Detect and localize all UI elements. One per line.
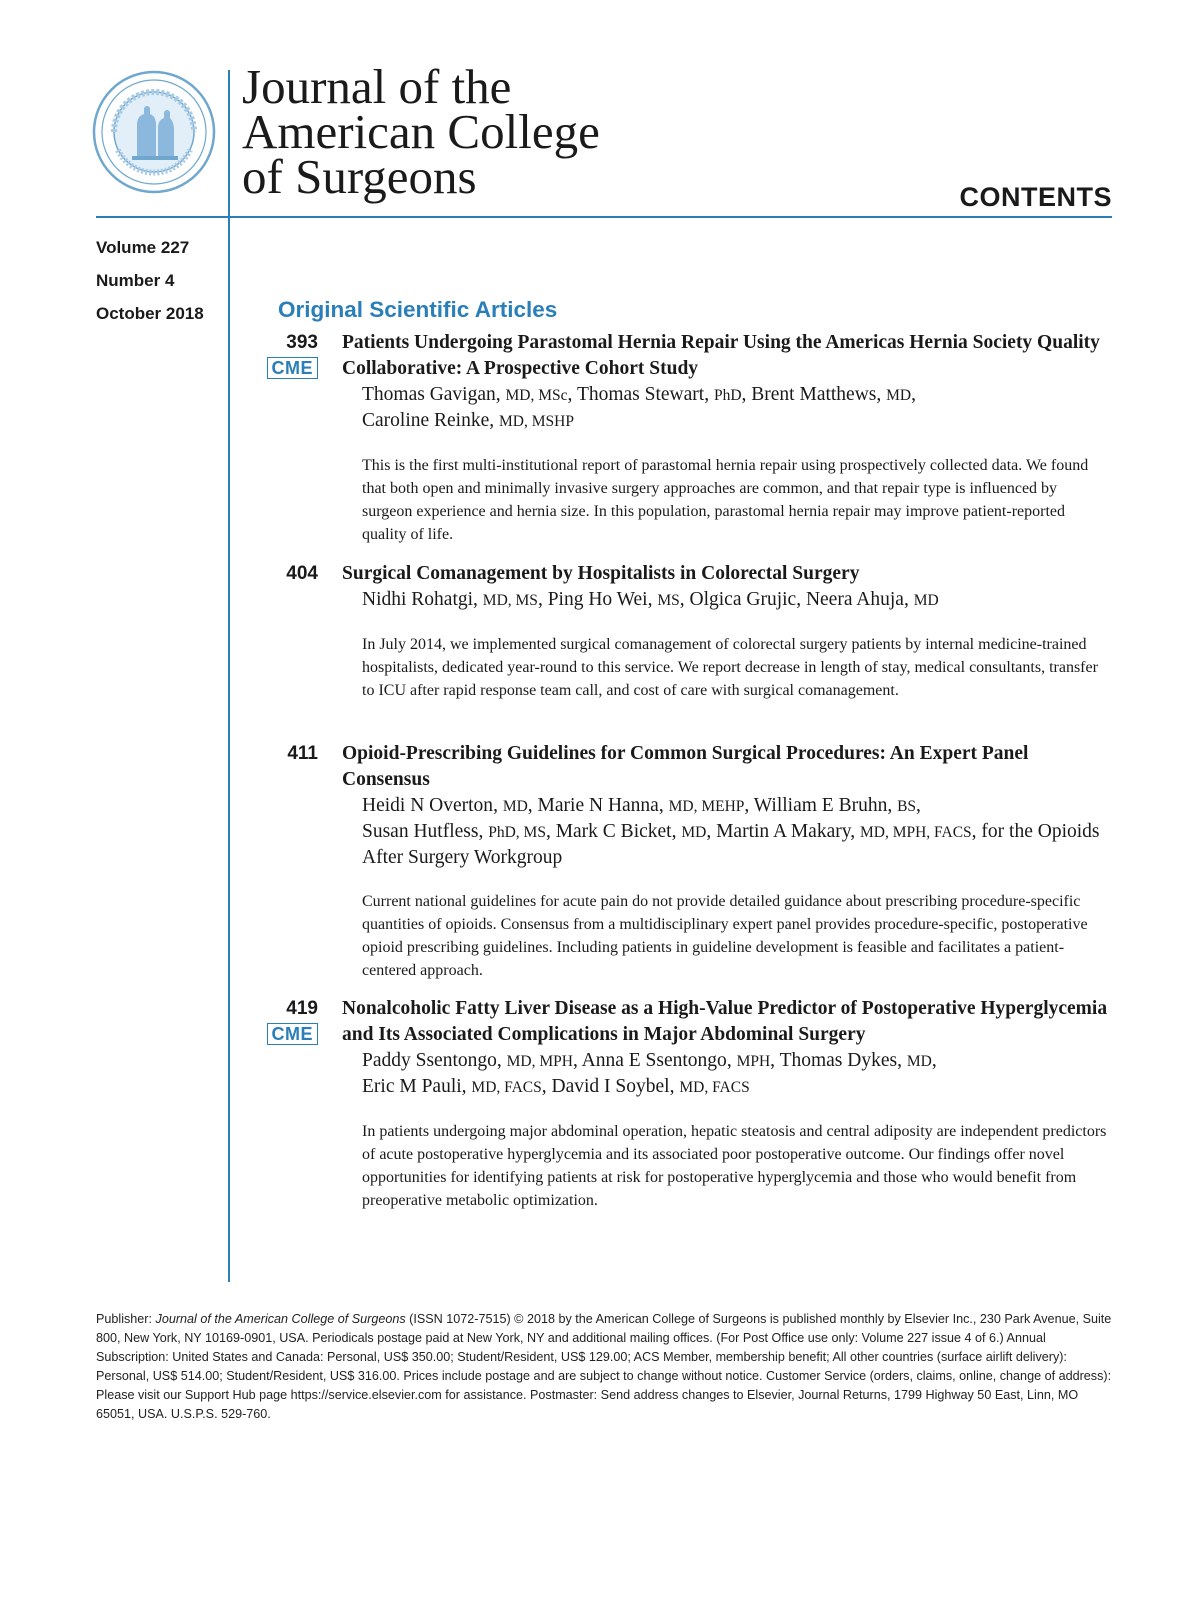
article-authors: Nidhi Rohatgi, MD, MS, Ping Ho Wei, MS, Olgica Grujic, Neera Ahuja, MD — [362, 589, 939, 610]
journal-title — [242, 59, 600, 204]
article-title[interactable]: Surgical Comanagement by Hospitalists in Colorectal Surgery — [342, 563, 860, 584]
author-name: Eric M Pauli — [362, 1076, 462, 1097]
author-name: Neera Ahuja — [805, 589, 904, 610]
cme-badge: CME — [267, 1023, 319, 1045]
author-cred: MD, MPH, FACS — [859, 824, 972, 841]
issue-volume: Volume 227 — [96, 238, 190, 257]
authors-suffix: for the Opioids After Surgery Workgroup — [362, 821, 1100, 868]
author-cred: MD, MEHP — [668, 798, 745, 815]
cme-badge: CME — [267, 357, 319, 379]
author-cred: MD, FACS — [679, 1079, 750, 1096]
contents-label: CONTENTS — [959, 182, 1112, 212]
author-cred: MD — [502, 798, 528, 815]
author-name: Paddy Ssentongo — [362, 1050, 497, 1071]
header-rule — [96, 216, 1112, 218]
author-name: Thomas Stewart — [576, 384, 705, 405]
article-abstract: In patients undergoing major abdominal operation, hepatic steatosis and central adiposity are independent predictors of acute postoperative hyperglycemia and its associated poor postoperative outcome. Our findings offer novel opportunities for identifying patients at risk for postoperative hyperglycemia and those who would benefit from preoperative metabolic optimization. — [362, 1123, 1107, 1209]
issue-date: October 2018 — [96, 304, 204, 323]
journal-title-line-1: Journal of the — [242, 59, 512, 114]
article-page-number: 393 — [286, 332, 318, 353]
article-404 — [250, 561, 1120, 702]
article-page-number: 404 — [286, 563, 318, 584]
author-cred: PhD, MS — [488, 824, 546, 841]
author-name: Nidhi Rohatgi — [362, 589, 474, 610]
author-name: Olgica Grujic — [689, 589, 797, 610]
author-name: William E Bruhn — [753, 795, 888, 816]
article-page-number: 411 — [287, 743, 318, 764]
author-cred: MPH — [736, 1053, 771, 1070]
footer-text: (ISSN 1072-7515) © 2018 by the American College of Surgeons is published monthly by Elsevier Inc., 230 Park Avenue, Suite 800, New York, NY 10169-0901, USA. Periodicals postage paid at New York, NY and additional mailing offices. (For Post Office use only: Volume 227 issue 4 of 6.) Annual Subscription: United States and Canada: Personal, US$ 350.00; Student/Resident, US$ 129.00; ACS Member, membership benefit; All other countries (surface airlift delivery): Personal, US$ 514.00; Student/Resident, US$ 316.00. Prices include postage and are subject to change without notice. Customer Service (orders, claims, online, change of address): Please visit our Support Hub page https://service.elsevier.com for assistance. Postmaster: Send address changes to Elsevier, Journal Returns, 1799 Highway 50 East, Linn, MO 65051, USA. U.S.P.S. 529-760. — [96, 1312, 1112, 1421]
article-authors: Thomas Gavigan, MD, MSc, Thomas Stewart, PhD, Brent Matthews, MD, Caroline Reinke, MD, MSHP — [362, 384, 916, 431]
publisher-footer — [96, 1310, 1112, 1424]
author-name: Mark C Bicket — [555, 821, 672, 842]
article-title[interactable]: Patients Undergoing Parastomal Hernia Repair Using the Americas Hernia Society Quality Collaborative: A Prospective Cohort Study — [342, 332, 1100, 379]
footer-publisher-label: Publisher: — [96, 1312, 156, 1326]
author-name: Anna E Ssentongo — [581, 1050, 727, 1071]
article-authors: Paddy Ssentongo, MD, MPH, Anna E Ssentongo, MPH, Thomas Dykes, MD, Eric M Pauli, MD, FACS, David I Soybel, MD, FACS — [362, 1050, 937, 1097]
section-title: Original Scientific Articles — [278, 297, 558, 322]
journal-title-line-3: of Surgeons — [242, 149, 477, 204]
article-abstract: In July 2014, we implemented surgical comanagement of colorectal surgery patients by internal medicine-trained hospitalists, dedicated year-round to this service. We report decrease in length of stay, medical consultants, transfer to ICU after rapid response team call, and cost of care with surgical comanagement. — [362, 636, 1098, 699]
article-page-number: 419 — [286, 998, 318, 1019]
author-name: Thomas Dykes — [779, 1050, 898, 1071]
footer-journal-name: Journal of the American College of Surgeons — [155, 1312, 406, 1326]
vertical-rule — [228, 70, 230, 1282]
article-title[interactable]: Nonalcoholic Fatty Liver Disease as a High-Value Predictor of Postoperative Hyperglycemia and Its Associated Complications in Major Abdominal Surgery — [342, 998, 1108, 1045]
author-cred: MD, MSc — [505, 387, 568, 404]
article-authors: Heidi N Overton, MD, Marie N Hanna, MD, MEHP, William E Bruhn, BS, Susan Hutfless, PhD, MS, Mark C Bicket, MD, Martin A Makary, MD, MPH, FACS, for the Opioids After Surgery Workgroup — [362, 795, 1100, 868]
article-411 — [250, 741, 1120, 982]
author-cred: BS — [897, 798, 917, 815]
author-cred: MD, MPH — [506, 1053, 573, 1070]
author-cred: MD, MS — [482, 592, 538, 609]
journal-title-line-2: American College — [242, 104, 600, 159]
author-name: Thomas Gavigan — [362, 384, 496, 405]
author-name: Susan Hutfless — [362, 821, 479, 842]
acs-seal-icon — [92, 70, 216, 194]
author-name: David I Soybel — [551, 1076, 670, 1097]
issue-number: Number 4 — [96, 271, 175, 290]
author-cred: MD — [886, 387, 912, 404]
author-name: Caroline Reinke — [362, 410, 490, 431]
author-name: Martin A Makary — [716, 821, 851, 842]
author-name: Brent Matthews — [751, 384, 877, 405]
article-393 — [250, 330, 1120, 546]
author-cred: MD, FACS — [471, 1079, 542, 1096]
author-cred: PhD — [713, 387, 742, 404]
article-419 — [250, 996, 1120, 1212]
article-abstract: This is the first multi-institutional report of parastomal hernia repair using prospectively collected data. We found that both open and minimally invasive surgery approaches are common, and that repair type is influenced by surgeon experience and hernia size. In this population, parastomal hernia repair may improve patient-reported quality of life. — [362, 457, 1089, 543]
article-title[interactable]: Opioid-Prescribing Guidelines for Common Surgical Procedures: An Expert Panel Consensus — [342, 743, 1029, 790]
author-cred: MS — [657, 592, 680, 609]
author-name: Heidi N Overton — [362, 795, 494, 816]
author-cred: MD — [681, 824, 707, 841]
author-cred: MD, MSHP — [499, 413, 574, 430]
author-name: Marie N Hanna — [537, 795, 659, 816]
author-cred: MD — [906, 1053, 932, 1070]
author-name: Ping Ho Wei — [547, 589, 648, 610]
article-abstract: Current national guidelines for acute pain do not provide detailed guidance about prescribing procedure-specific quantities of opioids. Consensus from a multidisciplinary expert panel provides procedure-specific, postoperative opioid prescribing guidelines. Including patients in guideline development is feasible and facilitates a patient-centered approach. — [362, 893, 1088, 979]
author-cred: MD — [913, 592, 939, 609]
